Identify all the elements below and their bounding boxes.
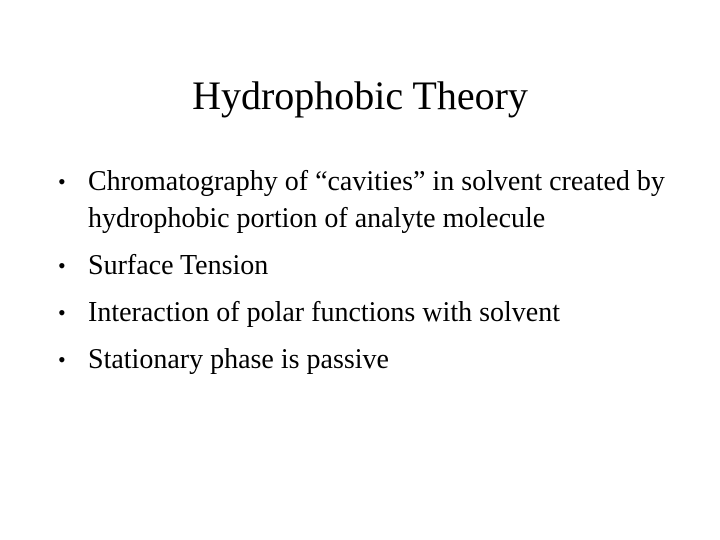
bullet-dot-icon: • bbox=[58, 300, 66, 325]
bullet-text: Interaction of polar functions with solvent bbox=[88, 297, 560, 328]
bullet-dot-icon: • bbox=[58, 253, 66, 278]
bullet-item bbox=[58, 247, 678, 284]
bullet-dot-icon: • bbox=[58, 347, 66, 372]
bullet-list bbox=[58, 163, 678, 388]
bullet-text: Chromatography of “cavities” in solvent created by hydrophobic portion of analyte molecule bbox=[88, 166, 665, 234]
bullet-item bbox=[58, 163, 678, 237]
bullet-text: Surface Tension bbox=[88, 250, 269, 281]
bullet-dot-icon: • bbox=[58, 169, 66, 194]
bullet-item bbox=[58, 341, 678, 378]
slide-title: Hydrophobic Theory bbox=[192, 73, 528, 118]
bullet-text: Stationary phase is passive bbox=[88, 344, 389, 375]
bullet-item bbox=[58, 294, 678, 331]
